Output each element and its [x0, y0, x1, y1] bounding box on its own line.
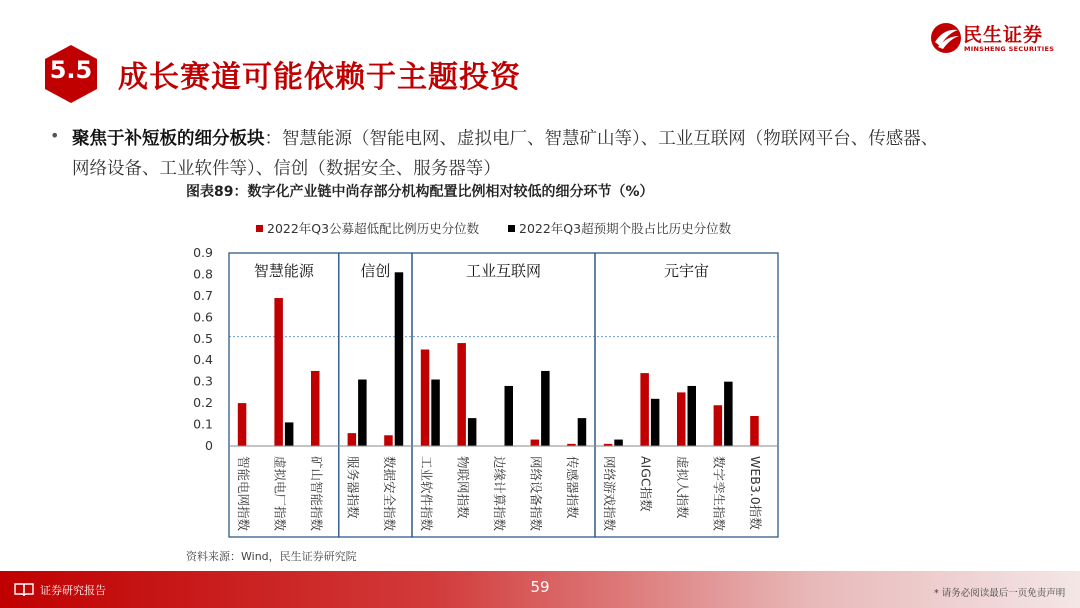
x-tick-label: 边缘计算指数 — [492, 456, 507, 532]
legend-item-series-1 — [256, 219, 479, 237]
bar-series-2 — [541, 371, 550, 446]
x-tick-label: 虚拟人指数 — [675, 456, 690, 519]
bar-series-1 — [384, 435, 393, 446]
legend-label-series-1: 2022年Q3公募超低配比例历史分位数 — [267, 221, 480, 236]
x-tick-label: 矿山智能指数 — [309, 456, 324, 532]
x-tick-label: 虚拟电厂指数 — [272, 456, 288, 532]
bar-series-2 — [724, 382, 733, 446]
legend-swatch-red — [256, 225, 263, 232]
x-tick-label: AIGC指数 — [638, 456, 654, 512]
x-tick-label: 传感器指数 — [565, 456, 581, 519]
bar-series-1 — [750, 416, 759, 446]
book-icon — [14, 582, 34, 596]
x-tick-label: 网络游戏指数 — [601, 456, 617, 532]
page-title: 成长赛道可能依赖于主题投资 — [118, 60, 521, 95]
page-number: 59 — [530, 578, 550, 596]
x-tick-label: 服务器指数 — [345, 456, 361, 519]
y-tick-label: 0.4 — [193, 352, 213, 368]
bullet-body: ：智慧能源（智能电网、虚拟电厂、智慧矿山等）、工业互联网（物联网平台、传感器、网络设备、工业软件等）、信创（数据安全、服务器等） — [72, 129, 939, 179]
legend-label-series-2: 2022年Q3超预期个股占比历史分位数 — [519, 221, 732, 236]
x-tick-label: 数据安全指数 — [382, 456, 398, 532]
bar-series-1 — [531, 440, 540, 446]
group-label: 工业互联网 — [465, 262, 542, 280]
y-tick-label: 0.9 — [193, 245, 213, 260]
bar-series-1 — [274, 298, 283, 446]
bar-series-2 — [285, 422, 294, 446]
bar-series-2 — [578, 418, 587, 446]
group-label: 信创 — [360, 262, 391, 280]
x-tick-label: 数字孪生指数 — [711, 456, 727, 532]
bar-series-1 — [640, 373, 649, 446]
group-box — [339, 253, 412, 537]
bar-series-2 — [505, 386, 514, 446]
bar-series-1 — [457, 343, 466, 446]
bullet-lead: 聚焦于补短板的细分板块 — [72, 129, 265, 149]
x-tick-label: 工业软件指数 — [418, 456, 434, 532]
legend-swatch-black — [508, 225, 515, 232]
chart-title: 图表89：数字化产业链中尚存部分机构配置比例相对较低的细分环节（%） — [186, 184, 654, 200]
legend-item-series-2 — [508, 219, 731, 237]
x-tick-label: WEB3.0指数 — [748, 456, 764, 530]
group-box — [412, 253, 595, 537]
bar-series-2 — [358, 380, 367, 446]
bar-series-1 — [714, 405, 723, 446]
y-tick-label: 0.3 — [193, 373, 213, 389]
x-tick-label: 智能电网指数 — [235, 456, 251, 532]
y-tick-label: 0.2 — [193, 395, 213, 411]
y-tick-label: 0.7 — [193, 287, 213, 303]
y-tick-label: 0 — [205, 438, 213, 453]
group-label: 智慧能源 — [253, 262, 314, 280]
source-note: 资料来源：Wind，民生证券研究院 — [186, 550, 357, 563]
footer-label: 证券研究报告 — [40, 584, 106, 597]
bar-series-2 — [431, 380, 440, 446]
bar-series-2 — [395, 272, 404, 446]
x-tick-label: 网络设备指数 — [528, 456, 544, 532]
section-number: 5.5 — [49, 56, 93, 84]
bar-series-2 — [468, 418, 477, 446]
y-tick-label: 0.5 — [193, 330, 213, 346]
disclaimer: * 请务必阅读最后一页免责声明 — [934, 588, 1066, 599]
bar-series-1 — [677, 392, 686, 446]
y-tick-label: 0.1 — [193, 416, 213, 432]
bar-series-2 — [651, 399, 660, 446]
bar-series-1 — [238, 403, 247, 446]
bar-series-1 — [348, 433, 357, 446]
bar-series-1 — [311, 371, 320, 446]
bullet-text — [72, 124, 942, 184]
bar-series-2 — [614, 440, 623, 446]
bar-series-1 — [604, 444, 613, 446]
group-label: 元宇宙 — [663, 262, 710, 280]
group-box — [229, 253, 339, 537]
bar-series-1 — [421, 350, 430, 447]
x-tick-label: 物联网指数 — [455, 456, 471, 519]
bullet-marker: • — [50, 126, 60, 145]
bar-series-2 — [688, 386, 697, 446]
group-box — [595, 253, 778, 537]
bar-series-1 — [567, 444, 576, 446]
logo-name-en: MINSHENG SECURITIES — [964, 45, 1055, 53]
logo-name-cn: 民生证券 — [963, 24, 1044, 46]
y-tick-label: 0.8 — [193, 266, 213, 282]
y-tick-label: 0.6 — [193, 309, 213, 325]
